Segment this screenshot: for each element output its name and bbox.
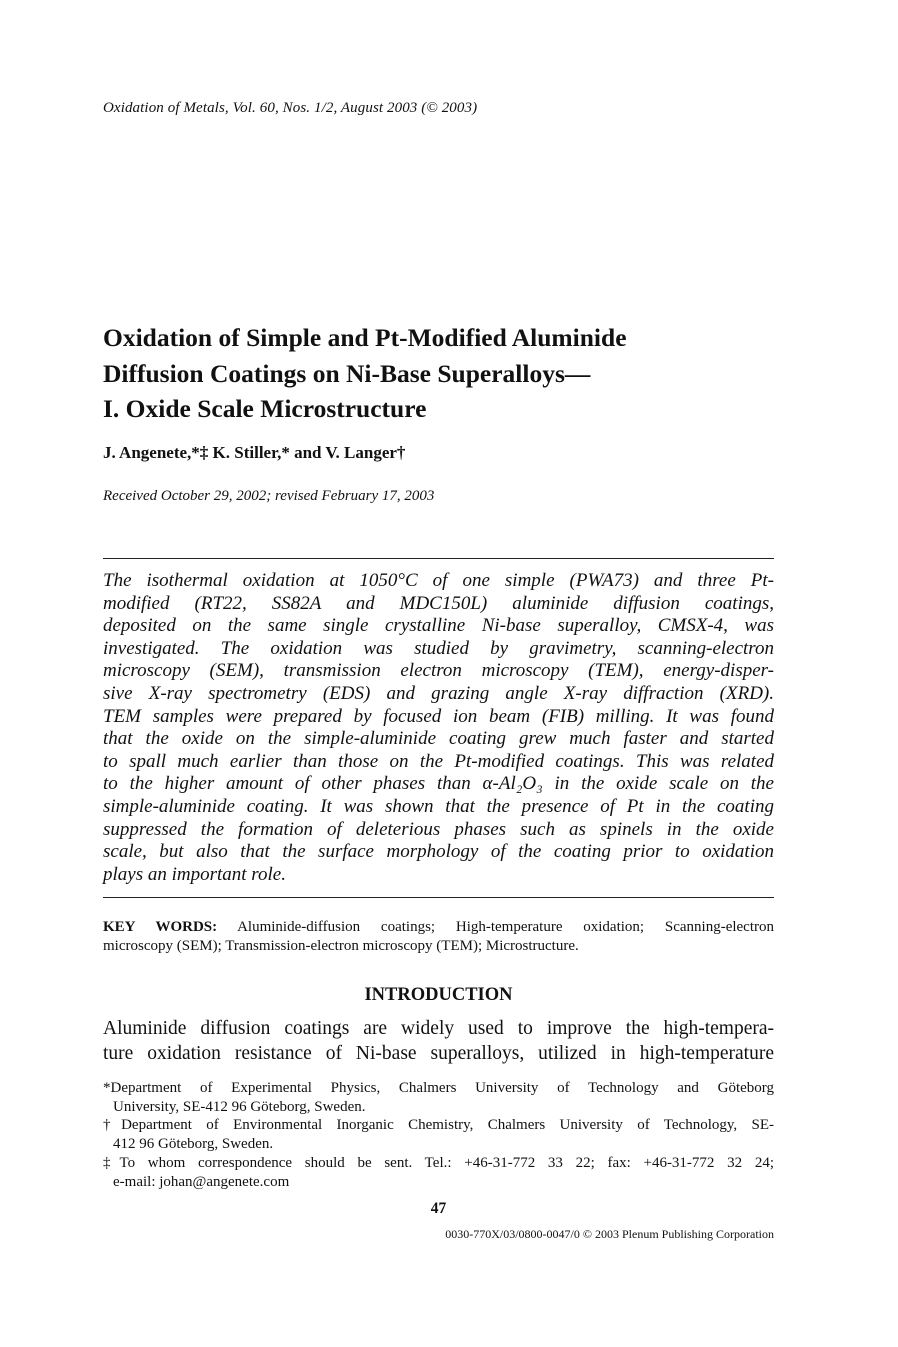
abstract-line: simple-aluminide coating. It was shown that the presence of Pt in the coating bbox=[103, 795, 774, 817]
footnote-line: ‡To whom correspondence should be sent. Tel.: +46-31-772 33 22; fax: +46-31-772 32 24; bbox=[103, 1154, 774, 1171]
footnote-line: †Department of Environmental Inorganic Chemistry, Chalmers University of Technology, SE- bbox=[103, 1117, 774, 1134]
abstract-line: TEM samples were prepared by focused ion beam (FIB) milling. It was found bbox=[103, 705, 774, 727]
abstract-line: that the oxide on the simple-aluminide coating grew much faster and started bbox=[103, 728, 774, 750]
abstract-line: The isothermal oxidation at 1050°C of one simple (PWA73) and three Pt- bbox=[103, 570, 774, 591]
keywords bbox=[103, 918, 774, 956]
footnote bbox=[103, 1154, 774, 1191]
abstract-line: to spall much earlier than those on the Pt-modified coatings. This was related bbox=[103, 750, 774, 772]
footnote bbox=[103, 1079, 774, 1116]
abstract-line: to the higher amount of other phases than α-Al₂O₃ in the oxide scale on the bbox=[103, 773, 774, 795]
abstract-line: scale, but also that the surface morphology of the coating prior to oxidation bbox=[103, 841, 774, 863]
footnotes bbox=[103, 1079, 774, 1191]
journal-citation: Oxidation of Metals, Vol. 60, Nos. 1/2, August 2003 (© 2003) bbox=[103, 100, 478, 116]
abstract-bottom-rule bbox=[103, 897, 774, 898]
abstract-line: investigated. The oxidation was studied by gravimetry, scanning-electron bbox=[103, 637, 774, 659]
keywords-line bbox=[103, 918, 774, 937]
article-title bbox=[103, 320, 774, 427]
abstract-line: modified (RT22, SS82A and MDC150L) aluminide diffusion coatings, bbox=[103, 592, 774, 614]
keywords-text: Aluminide-diffusion coatings; High-temperature oxidation; Scanning-electron bbox=[217, 919, 774, 935]
abstract-line: deposited on the same single crystalline Ni-base superalloy, CMSX-4, was bbox=[103, 615, 774, 637]
keywords-label: KEY WORDS: bbox=[103, 919, 218, 935]
title-line: Diffusion Coatings on Ni-Base Superalloys— bbox=[103, 358, 591, 388]
page-number: 47 bbox=[430, 1200, 447, 1217]
title-line: I. Oxide Scale Microstructure bbox=[103, 394, 427, 423]
footnote-line: e-mail: johan@angenete.com bbox=[113, 1173, 290, 1190]
title-line: Oxidation of Simple and Pt-Modified Aluminide bbox=[103, 323, 627, 352]
abstract-line: sive X-ray spectrometry (EDS) and grazing angle X-ray diffraction (XRD). bbox=[103, 682, 774, 704]
abstract-line: suppressed the formation of deleterious phases such as spinels in the oxide bbox=[103, 818, 774, 840]
footnote bbox=[103, 1116, 774, 1153]
section-heading-introduction: INTRODUCTION bbox=[364, 985, 513, 1005]
received-dates: Received October 29, 2002; revised February 17, 2003 bbox=[103, 488, 435, 504]
abstract-top-rule bbox=[103, 558, 774, 559]
footnote-line: University, SE-412 96 Göteborg, Sweden. bbox=[113, 1098, 366, 1115]
body-line: ture oxidation resistance of Ni-base superalloys, utilized in high-temperature bbox=[103, 1042, 774, 1064]
paper-page bbox=[103, 0, 774, 1347]
body-line: Aluminide diffusion coatings are widely used to improve the high-tempera- bbox=[103, 1018, 774, 1039]
keywords-line: microscopy (SEM); Transmission-electron microscopy (TEM); Microstructure. bbox=[103, 938, 579, 954]
author-list: J. Angenete,*‡ K. Stiller,* and V. Langer† bbox=[103, 443, 406, 462]
abstract-line: microscopy (SEM), transmission electron microscopy (TEM), energy-disper- bbox=[103, 660, 774, 682]
footnote-line: 412 96 Göteborg, Sweden. bbox=[113, 1136, 274, 1153]
copyright-line: 0030-770X/03/0800-0047/0 © 2003 Plenum Publishing Corporation bbox=[445, 1227, 774, 1241]
abstract-line: plays an important role. bbox=[103, 863, 286, 885]
footnote-line: *Department of Experimental Physics, Chalmers University of Technology and Göteborg bbox=[103, 1080, 774, 1096]
abstract bbox=[103, 570, 774, 886]
introduction-body bbox=[103, 1017, 774, 1066]
